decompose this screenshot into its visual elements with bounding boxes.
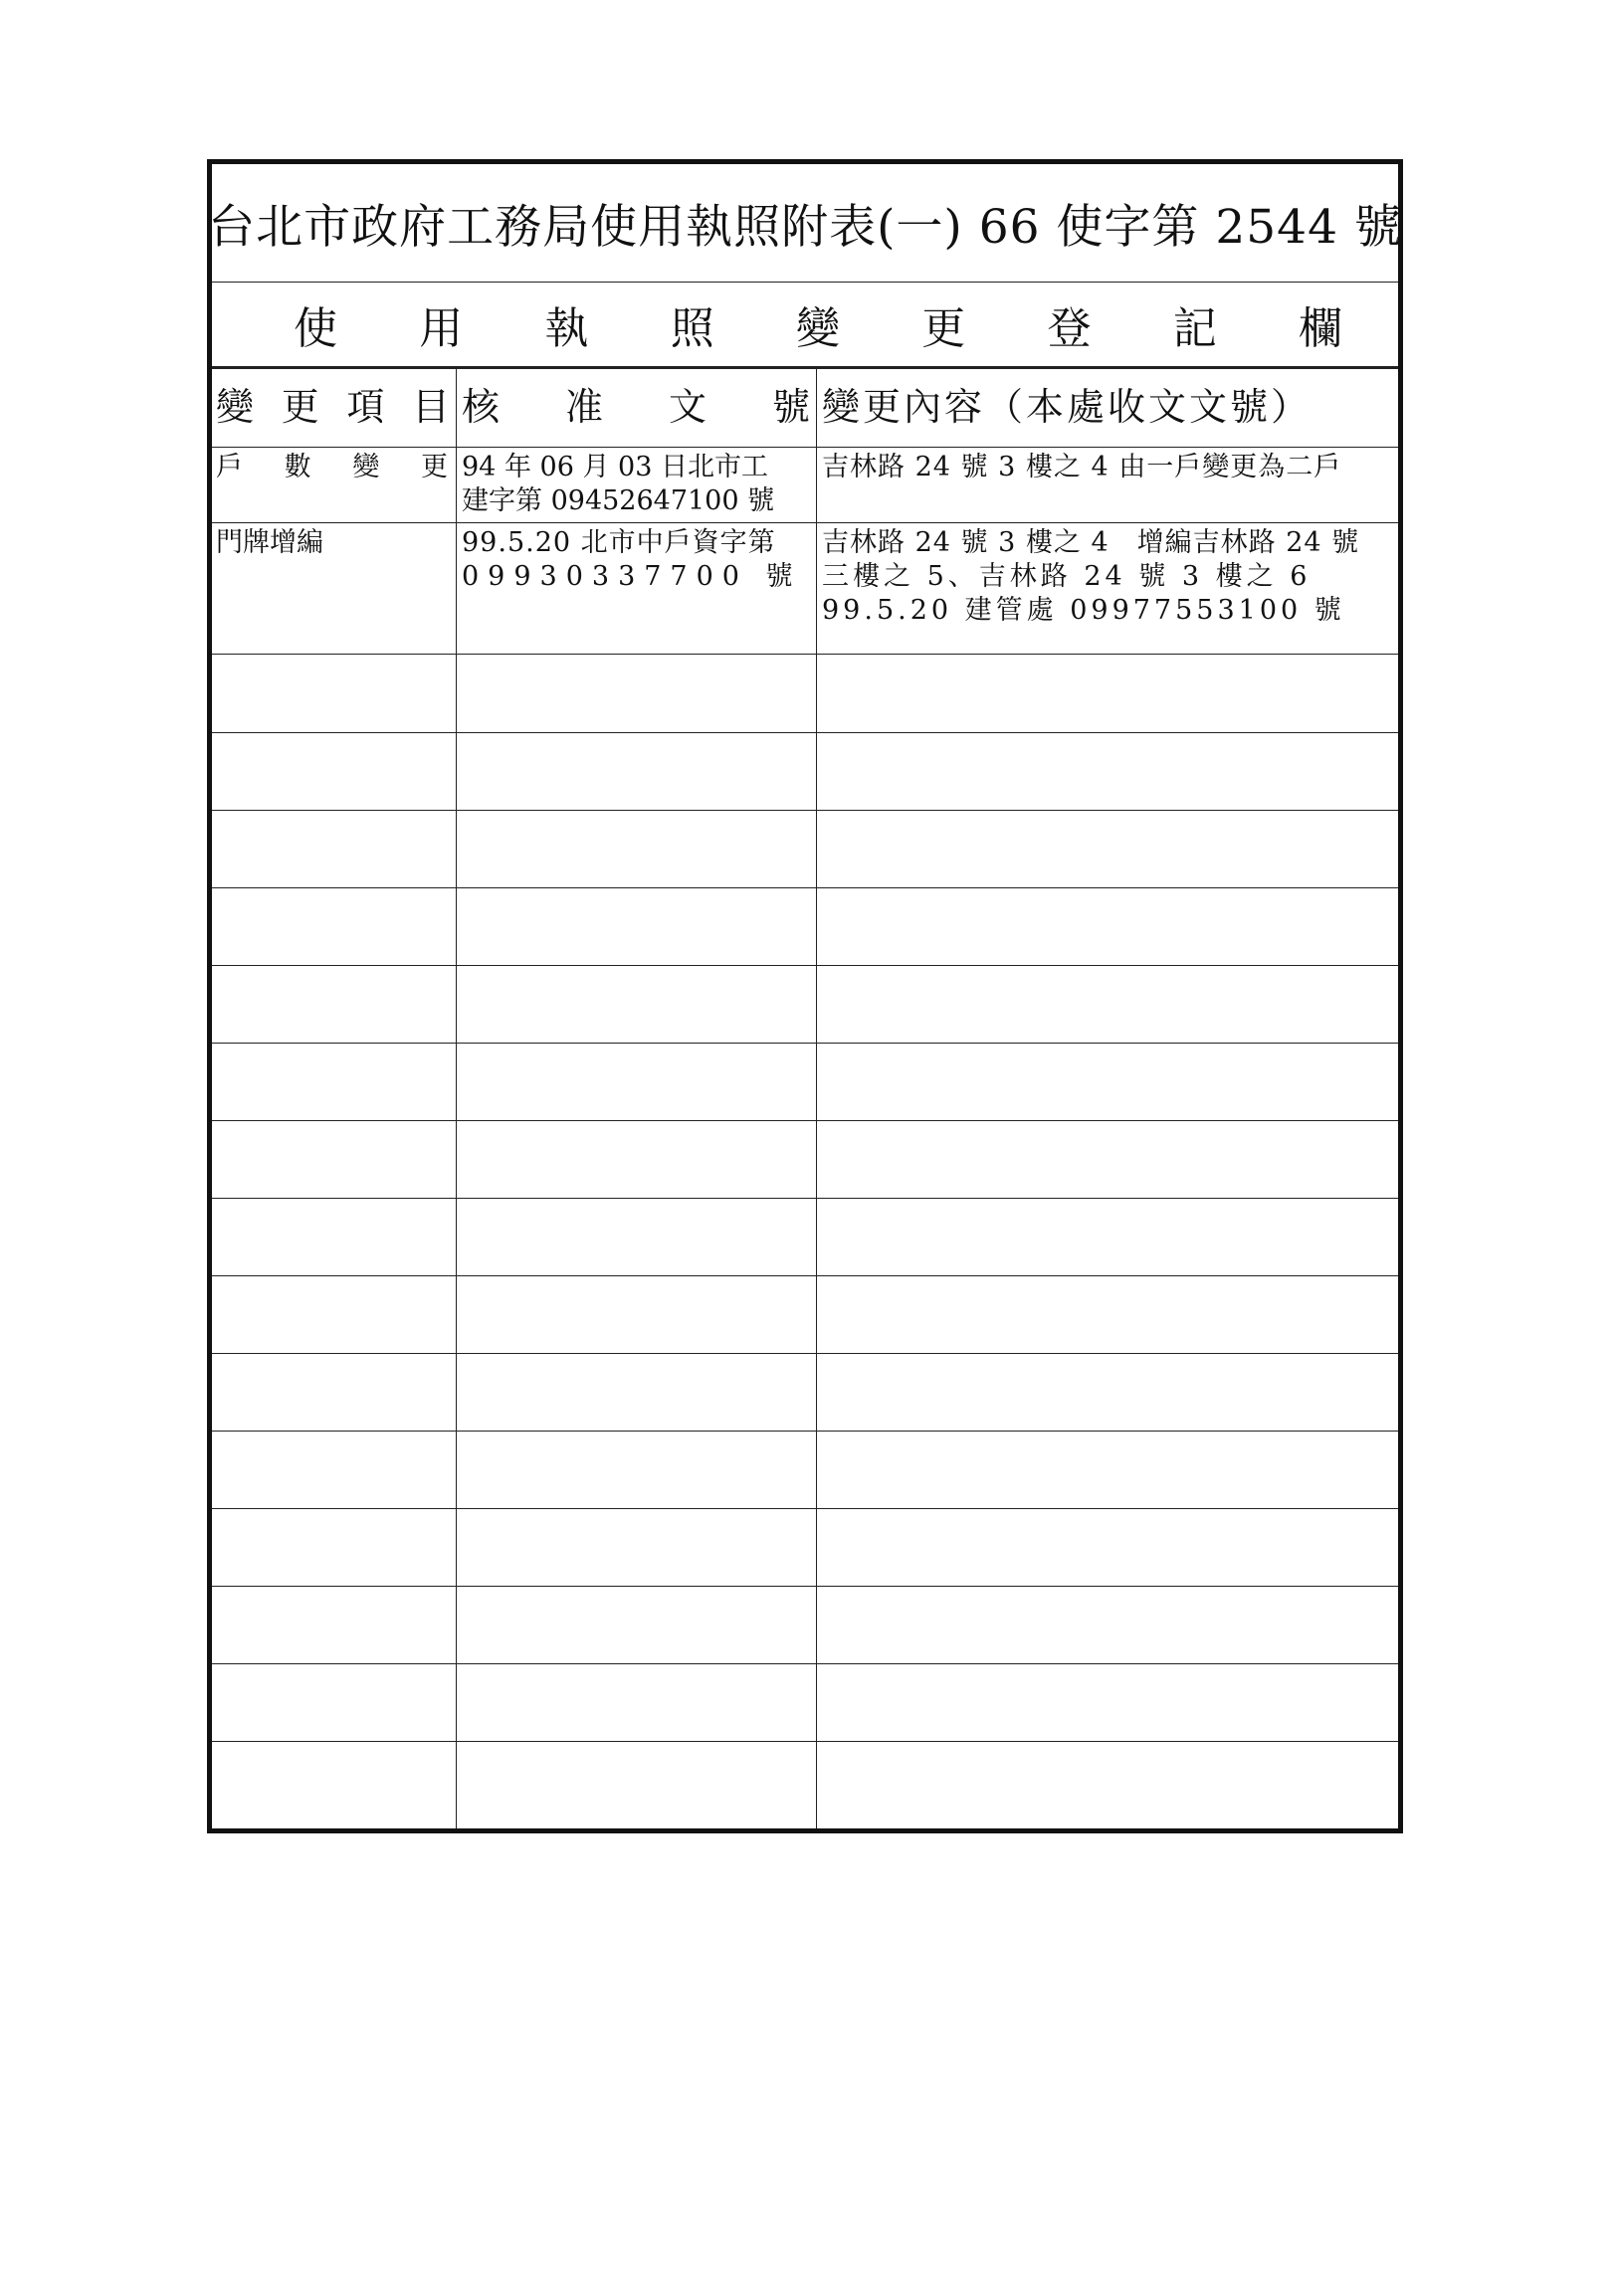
content-line: 99.5.20 建管處 09977553100 號 bbox=[822, 594, 1345, 626]
row2-content bbox=[818, 524, 1398, 652]
row-divider bbox=[212, 1198, 1398, 1199]
item-char: 戶 bbox=[216, 452, 243, 482]
row-divider bbox=[212, 654, 1398, 655]
header-char: 號 bbox=[771, 385, 810, 430]
item-char: 更 bbox=[420, 452, 448, 482]
subtitle-char: 照 bbox=[670, 302, 714, 354]
subtitle-char: 執 bbox=[544, 302, 589, 354]
content-line: 吉林路 24 號 3 樓之 4 增編吉林路 24 號 bbox=[822, 527, 1360, 558]
content-line: 三樓之 5、吉林路 24 號 3 樓之 6 bbox=[822, 560, 1312, 592]
subtitle-char: 記 bbox=[1172, 302, 1217, 354]
row-divider bbox=[212, 965, 1398, 966]
approval-line: 建字第 09452647100 號 bbox=[462, 484, 775, 516]
row1-approval bbox=[458, 449, 816, 520]
header-char: 變 bbox=[216, 385, 255, 430]
register-table bbox=[212, 369, 1398, 1828]
item-char: 數 bbox=[284, 452, 311, 482]
subtitle-char: 用 bbox=[419, 302, 464, 354]
approval-line: 94 年 06 月 03 日北市工 bbox=[462, 452, 768, 482]
row2-item: 門牌增編 bbox=[216, 527, 323, 558]
subtitle-char: 使 bbox=[294, 302, 337, 354]
row-divider bbox=[212, 732, 1398, 733]
row2-approval bbox=[458, 524, 816, 652]
row-divider bbox=[212, 1508, 1398, 1509]
approval-line: 99.5.20 北市中戶資字第 bbox=[462, 527, 776, 558]
document-subtitle bbox=[212, 282, 1398, 369]
register-sheet bbox=[207, 159, 1403, 1833]
row-divider bbox=[212, 1663, 1398, 1664]
subtitle-char: 更 bbox=[921, 302, 966, 354]
row-divider bbox=[212, 522, 1398, 523]
row-divider bbox=[212, 1431, 1398, 1432]
header-char: 更 bbox=[281, 385, 319, 430]
content-line: 吉林路 24 號 3 樓之 4 由一戶變更為二戶 bbox=[822, 452, 1342, 482]
column-divider bbox=[816, 369, 817, 1828]
header-char: 核 bbox=[462, 385, 501, 430]
row-divider bbox=[212, 887, 1398, 888]
row-divider bbox=[212, 447, 1398, 448]
header-content: 變更內容（本處收文文號） bbox=[822, 385, 1313, 430]
row1-content bbox=[818, 449, 1398, 520]
row-divider bbox=[212, 1275, 1398, 1276]
row-divider bbox=[212, 1353, 1398, 1354]
header-approval bbox=[458, 369, 816, 447]
header-char: 目 bbox=[411, 385, 450, 430]
approval-line: 09930337700 號 bbox=[462, 560, 802, 592]
header-char: 准 bbox=[564, 385, 603, 430]
row-divider bbox=[212, 1120, 1398, 1121]
column-divider bbox=[456, 369, 457, 1828]
row-divider bbox=[212, 1586, 1398, 1587]
subtitle-char: 欄 bbox=[1299, 302, 1342, 354]
header-char: 文 bbox=[668, 385, 707, 430]
row-divider bbox=[212, 810, 1398, 811]
subtitle-char: 登 bbox=[1047, 302, 1092, 354]
header-item bbox=[212, 369, 456, 447]
row-divider bbox=[212, 1043, 1398, 1044]
row-divider bbox=[212, 1741, 1398, 1742]
subtitle-char: 變 bbox=[796, 302, 840, 354]
row1-item bbox=[212, 449, 456, 520]
item-char: 變 bbox=[352, 452, 380, 482]
header-char: 項 bbox=[346, 385, 385, 430]
document-title: 台北市政府工務局使用執照附表(一) 66 使字第 2544 號 bbox=[212, 164, 1398, 283]
